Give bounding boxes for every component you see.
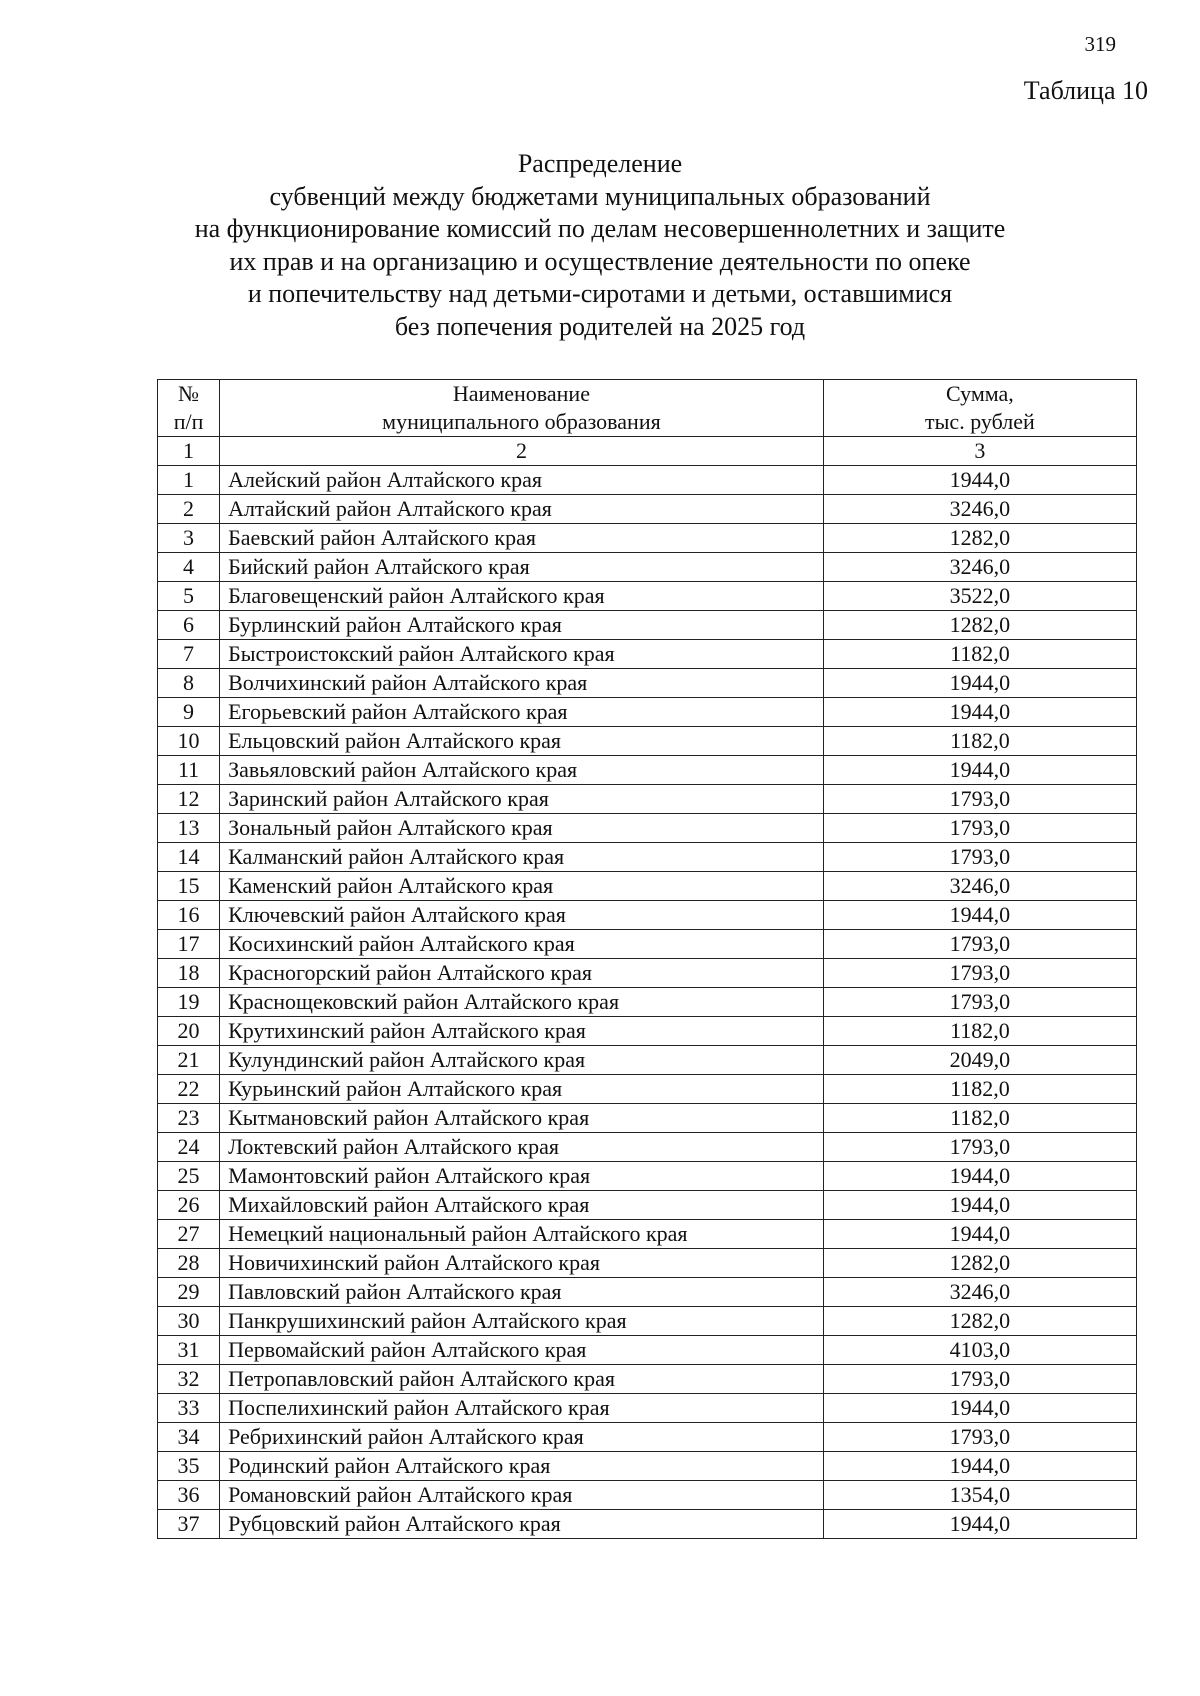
row-number: 9 <box>158 698 220 727</box>
row-number: 18 <box>158 959 220 988</box>
header-name-line: муниципального образования <box>382 409 661 434</box>
subvention-amount: 3246,0 <box>823 553 1136 582</box>
municipality-name: Родинский район Алтайского края <box>220 1452 824 1481</box>
title-line: субвенций между бюджетами муниципальных образований <box>269 181 931 211</box>
municipality-name: Кытмановский район Алтайского края <box>220 1104 824 1133</box>
row-number: 37 <box>158 1510 220 1539</box>
page-number: 319 <box>1084 32 1116 56</box>
table-row <box>158 727 1137 756</box>
subvention-amount: 1793,0 <box>823 1423 1136 1452</box>
subvention-amount: 1944,0 <box>823 669 1136 698</box>
subvention-amount: 1793,0 <box>823 1133 1136 1162</box>
municipality-name: Алейский район Алтайского края <box>220 466 824 495</box>
table-row <box>158 959 1137 988</box>
subvention-amount: 1944,0 <box>823 1220 1136 1249</box>
row-number: 31 <box>158 1336 220 1365</box>
subvention-amount: 1182,0 <box>823 727 1136 756</box>
table-row <box>158 1075 1137 1104</box>
subvention-amount: 1944,0 <box>823 1510 1136 1539</box>
row-number: 16 <box>158 901 220 930</box>
subvention-amount: 1282,0 <box>823 611 1136 640</box>
table-row <box>158 1307 1137 1336</box>
header-num <box>158 380 220 437</box>
subvention-amount: 1944,0 <box>823 756 1136 785</box>
municipality-name: Крутихинский район Алтайского края <box>220 1017 824 1046</box>
row-number: 35 <box>158 1452 220 1481</box>
subvention-amount: 1944,0 <box>823 466 1136 495</box>
subvention-amount: 4103,0 <box>823 1336 1136 1365</box>
row-number: 13 <box>158 814 220 843</box>
title-line: Распределение <box>517 149 683 178</box>
table-body <box>158 466 1137 1539</box>
subvention-amount: 1182,0 <box>823 1017 1136 1046</box>
subvention-amount: 1182,0 <box>823 1104 1136 1133</box>
subvention-amount: 1182,0 <box>823 1075 1136 1104</box>
municipality-name: Рубцовский район Алтайского края <box>220 1510 824 1539</box>
table-row <box>158 843 1137 872</box>
subvention-amount: 1354,0 <box>823 1481 1136 1510</box>
table-row <box>158 756 1137 785</box>
row-number: 27 <box>158 1220 220 1249</box>
header-sum-line: Сумма, <box>946 381 1014 406</box>
title-line: и попечительству над детьми-сиротами и детьми, оставшимися <box>247 279 953 308</box>
table-row <box>158 1336 1137 1365</box>
municipality-name: Зональный район Алтайского края <box>220 814 824 843</box>
table-row <box>158 1423 1137 1452</box>
table-row <box>158 1191 1137 1220</box>
header-num-line: № <box>178 381 200 406</box>
row-number: 28 <box>158 1249 220 1278</box>
subvention-amount: 1793,0 <box>823 988 1136 1017</box>
row-number: 29 <box>158 1278 220 1307</box>
subvention-amount: 1282,0 <box>823 1249 1136 1278</box>
row-number: 19 <box>158 988 220 1017</box>
row-number: 14 <box>158 843 220 872</box>
subvention-amount: 1944,0 <box>823 1162 1136 1191</box>
municipality-name: Михайловский район Алтайского края <box>220 1191 824 1220</box>
table-row <box>158 524 1137 553</box>
municipality-name: Заринский район Алтайского края <box>220 785 824 814</box>
table-row <box>158 988 1137 1017</box>
table-row <box>158 1133 1137 1162</box>
municipality-name: Бийский район Алтайского края <box>220 553 824 582</box>
column-number: 2 <box>220 437 824 466</box>
header-name <box>220 380 824 437</box>
table-row <box>158 930 1137 959</box>
municipality-name: Быстроистокский район Алтайского края <box>220 640 824 669</box>
subvention-amount: 1282,0 <box>823 524 1136 553</box>
table-row <box>158 1104 1137 1133</box>
subvention-amount: 1944,0 <box>823 1452 1136 1481</box>
municipality-name: Локтевский район Алтайского края <box>220 1133 824 1162</box>
municipality-name: Баевский район Алтайского края <box>220 524 824 553</box>
subvention-amount: 1944,0 <box>823 1191 1136 1220</box>
municipality-name: Романовский район Алтайского края <box>220 1481 824 1510</box>
row-number: 7 <box>158 640 220 669</box>
row-number: 34 <box>158 1423 220 1452</box>
header-sum-line: тыс. рублей <box>925 409 1035 434</box>
table-row <box>158 1046 1137 1075</box>
subvention-amount: 1793,0 <box>823 814 1136 843</box>
table-row <box>158 901 1137 930</box>
table-row <box>158 1510 1137 1539</box>
table-row <box>158 814 1137 843</box>
table-row <box>158 669 1137 698</box>
municipality-name: Волчихинский район Алтайского края <box>220 669 824 698</box>
table-row <box>158 872 1137 901</box>
municipality-name: Ключевский район Алтайского края <box>220 901 824 930</box>
municipality-name: Курьинский район Алтайского края <box>220 1075 824 1104</box>
row-number: 25 <box>158 1162 220 1191</box>
municipality-name: Калманский район Алтайского края <box>220 843 824 872</box>
municipality-name: Кулундинский район Алтайского края <box>220 1046 824 1075</box>
header-name-line: Наименование <box>452 381 590 406</box>
title-line: их прав и на организацию и осуществление деятельности по опеке <box>229 246 971 276</box>
municipality-name: Алтайский район Алтайского края <box>220 495 824 524</box>
row-number: 20 <box>158 1017 220 1046</box>
table-row <box>158 553 1137 582</box>
municipality-name: Благовещенский район Алтайского края <box>220 582 824 611</box>
municipality-name: Бурлинский район Алтайского края <box>220 611 824 640</box>
row-number: 26 <box>158 1191 220 1220</box>
table-row <box>158 1278 1137 1307</box>
row-number: 36 <box>158 1481 220 1510</box>
row-number: 11 <box>158 756 220 785</box>
row-number: 30 <box>158 1307 220 1336</box>
table-row <box>158 640 1137 669</box>
row-number: 12 <box>158 785 220 814</box>
municipality-name: Косихинский район Алтайского края <box>220 930 824 959</box>
subvention-amount: 2049,0 <box>823 1046 1136 1075</box>
row-number: 23 <box>158 1104 220 1133</box>
municipality-name: Поспелихинский район Алтайского края <box>220 1394 824 1423</box>
title-line: без попечения родителей на 2025 год <box>394 311 806 341</box>
municipality-name: Каменский район Алтайского края <box>220 872 824 901</box>
row-number: 5 <box>158 582 220 611</box>
municipality-name: Ельцовский район Алтайского края <box>220 727 824 756</box>
municipality-name: Мамонтовский район Алтайского края <box>220 1162 824 1191</box>
table-label: Таблица 10 <box>1023 76 1148 105</box>
table-row <box>158 466 1137 495</box>
title-line: на функционирование комиссий по делам несовершеннолетних и защите <box>194 214 1006 243</box>
subvention-amount: 3522,0 <box>823 582 1136 611</box>
row-number: 24 <box>158 1133 220 1162</box>
table-row <box>158 1452 1137 1481</box>
row-number: 15 <box>158 872 220 901</box>
subvention-amount: 1793,0 <box>823 1365 1136 1394</box>
row-number: 4 <box>158 553 220 582</box>
column-number: 3 <box>823 437 1136 466</box>
municipality-name: Петропавловский район Алтайского края <box>220 1365 824 1394</box>
row-number: 22 <box>158 1075 220 1104</box>
row-number: 2 <box>158 495 220 524</box>
subvention-amount: 3246,0 <box>823 1278 1136 1307</box>
subvention-amount: 1944,0 <box>823 698 1136 727</box>
table-row <box>158 1249 1137 1278</box>
table-row <box>158 495 1137 524</box>
row-number: 17 <box>158 930 220 959</box>
municipality-name: Егорьевский район Алтайского края <box>220 698 824 727</box>
header-row <box>158 380 1137 437</box>
municipality-name: Ребрихинский район Алтайского края <box>220 1423 824 1452</box>
subvention-amount: 3246,0 <box>823 872 1136 901</box>
municipality-name: Первомайский район Алтайского края <box>220 1336 824 1365</box>
table-row <box>158 1220 1137 1249</box>
subvention-amount: 1182,0 <box>823 640 1136 669</box>
header-num-line: п/п <box>173 409 204 434</box>
table-row <box>158 698 1137 727</box>
row-number: 21 <box>158 1046 220 1075</box>
table-row <box>158 611 1137 640</box>
table-row <box>158 1162 1137 1191</box>
row-number: 8 <box>158 669 220 698</box>
table-row <box>158 1017 1137 1046</box>
subvention-amount: 1944,0 <box>823 901 1136 930</box>
row-number: 1 <box>158 466 220 495</box>
row-number: 32 <box>158 1365 220 1394</box>
subvention-amount: 1944,0 <box>823 1394 1136 1423</box>
subvention-amount: 1793,0 <box>823 843 1136 872</box>
row-number: 3 <box>158 524 220 553</box>
header-sum <box>823 380 1136 437</box>
row-number: 33 <box>158 1394 220 1423</box>
row-number: 6 <box>158 611 220 640</box>
subvention-amount: 1793,0 <box>823 785 1136 814</box>
municipality-name: Завьяловский район Алтайского края <box>220 756 824 785</box>
table-row <box>158 1365 1137 1394</box>
table-row <box>158 1481 1137 1510</box>
row-number: 10 <box>158 727 220 756</box>
document-title <box>0 148 1200 343</box>
distribution-table <box>157 379 1137 1539</box>
municipality-name: Краснощековский район Алтайского края <box>220 988 824 1017</box>
municipality-name: Павловский район Алтайского края <box>220 1278 824 1307</box>
municipality-name: Панкрушихинский район Алтайского края <box>220 1307 824 1336</box>
table-row <box>158 1394 1137 1423</box>
municipality-name: Красногорский район Алтайского края <box>220 959 824 988</box>
municipality-name: Немецкий национальный район Алтайского края <box>220 1220 824 1249</box>
subvention-amount: 1282,0 <box>823 1307 1136 1336</box>
table-row <box>158 785 1137 814</box>
subvention-amount: 3246,0 <box>823 495 1136 524</box>
municipality-name: Новичихинский район Алтайского края <box>220 1249 824 1278</box>
column-number-row <box>158 437 1137 466</box>
subvention-amount: 1793,0 <box>823 930 1136 959</box>
table-row <box>158 582 1137 611</box>
column-number: 1 <box>158 437 220 466</box>
subvention-amount: 1793,0 <box>823 959 1136 988</box>
